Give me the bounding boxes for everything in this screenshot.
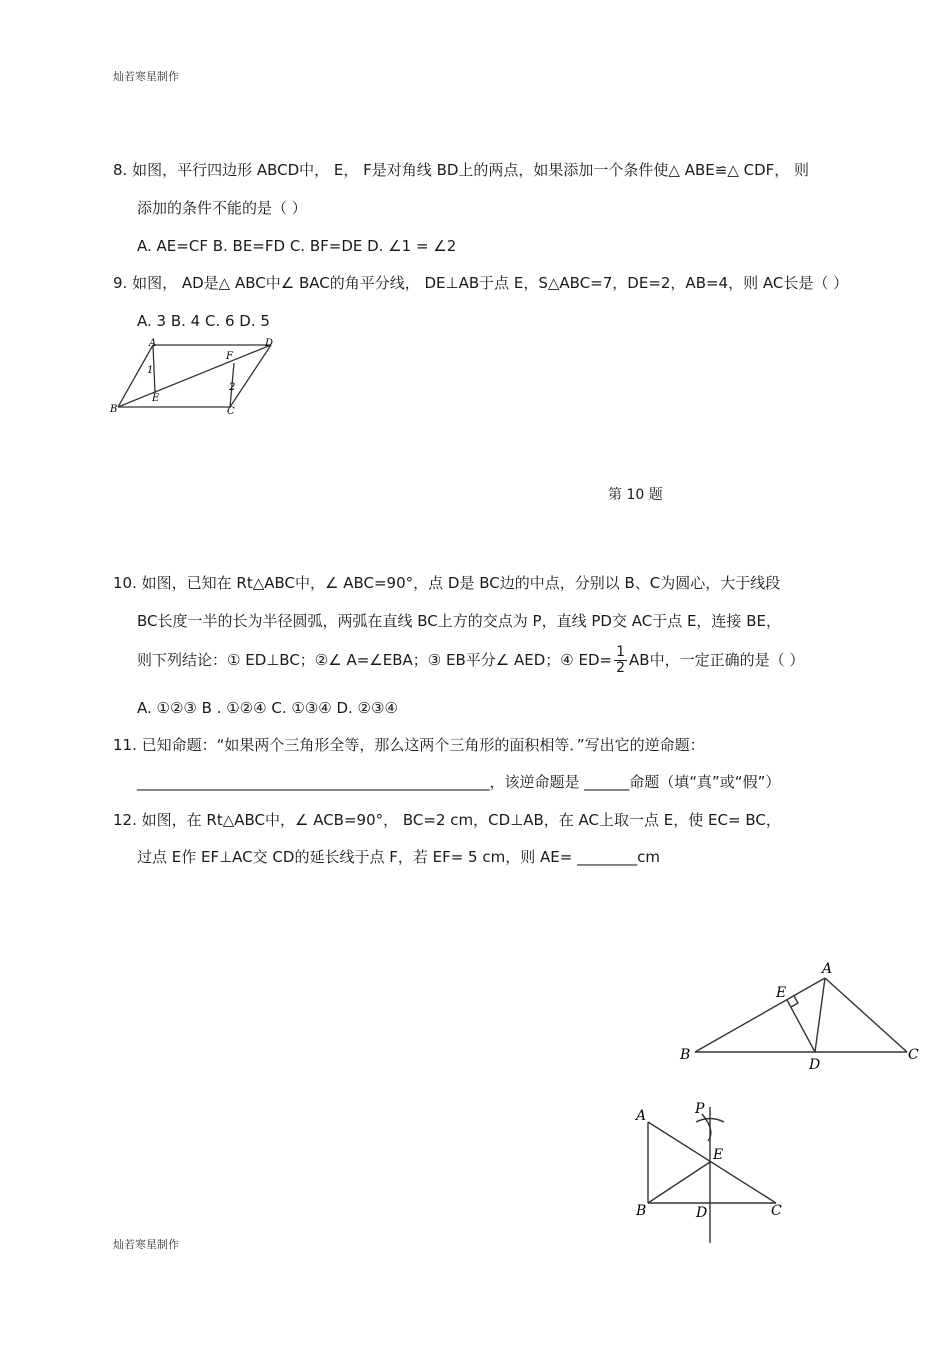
q12-stem-line2: 过点 E作 EF⊥AC交 CD的延长线于点 F，若 EF= 5 cm，则 AE= ________cm [137,848,660,866]
fig8-label-angle2: 2 [229,382,236,393]
footer-watermark: 灿若寒星制作 [113,1238,179,1251]
q10-fraction-denominator: 2 [616,660,626,676]
fig10-label-a: A [636,1108,647,1124]
q10-stem-line1: 10. 如图，已知在 Rt△ABC中，∠ ABC=90°，点 D是 BC边的中点，分别以 B、C为圆心，大于线段 [113,574,781,592]
fig8-label-b: B [110,404,118,415]
q9-triangle-figure [675,955,925,1075]
fig8-label-a: A [149,338,157,349]
q10-options: A. ①②③ B . ①②④ C. ①③④ D. ②③④ [137,699,398,717]
q11-stem-line2: _______________________________________________，该逆命题是 ______命题（填“真”或“假”） [137,773,781,791]
q8-stem-line1: 8. 如图，平行四边形 ABCD中， E， F是对角线 BD上的两点，如果添加一个条件使△ ABE≌△ CDF， 则 [113,161,810,179]
q10-fraction [614,645,627,676]
fig9-label-c: C [908,1047,919,1063]
q10-line3-pre: 则下列结论：① ED⊥BC；②∠ A=∠EBA；③ EB平分∠ AED；④ ED= [137,651,613,669]
fig10-label-e: E [713,1147,724,1163]
q10-stem-line2: BC长度一半的长为半径圆弧，两弧在直线 BC上方的交点为 P，直线 PD交 AC于点 E，连接 BE， [137,612,781,630]
fig10-label-p: P [695,1101,705,1117]
q10-triangle-figure [628,1095,793,1250]
q9-stem-line1: 9. 如图， AD是△ ABC中∠ BAC的角平分线， DE⊥AB于点 E，S△ABC=7，DE=2，AB=4，则 AC长是（ ） [113,274,849,292]
fig10-label-c: C [771,1203,782,1219]
q10-line3-post: AB中，一定正确的是（ ） [629,651,805,669]
header-watermark: 灿若寒星制作 [113,70,179,83]
fig8-label-e: E [152,393,160,404]
fig8-label-c: C [227,406,235,417]
fig8-label-f: F [226,351,233,362]
fig8-label-d: D [265,338,274,349]
q8-stem-line2: 添加的条件不能的是（ ） [137,199,307,217]
q11-stem-line1: 11. 已知命题：“如果两个三角形全等，那么这两个三角形的面积相等．”写出它的逆命题： [113,736,705,754]
fig9-label-e: E [776,985,787,1001]
fig9-label-a: A [822,961,833,977]
q10-fraction-numerator: 1 [616,644,626,660]
fig9-label-b: B [680,1047,691,1063]
q8-options: A. AE=CF B. BE=FD C. BF=DE D. ∠1 = ∠2 [137,237,457,255]
fig8-label-angle1: 1 [147,365,154,376]
q9-options: A. 3 B. 4 C. 6 D. 5 [137,312,270,330]
q10-stem-line3 [137,640,804,680]
fig10-label-d: D [696,1205,708,1221]
q8-parallelogram-figure [108,335,283,420]
q12-stem-line1: 12. 如图，在 Rt△ABC中，∠ ACB=90°， BC=2 cm，CD⊥AB，在 AC上取一点 E，使 EC= BC， [113,811,781,829]
fig10-label-b: B [636,1203,647,1219]
fig9-label-d: D [809,1057,821,1073]
q10-figure-caption: 第 10 题 [608,487,663,503]
